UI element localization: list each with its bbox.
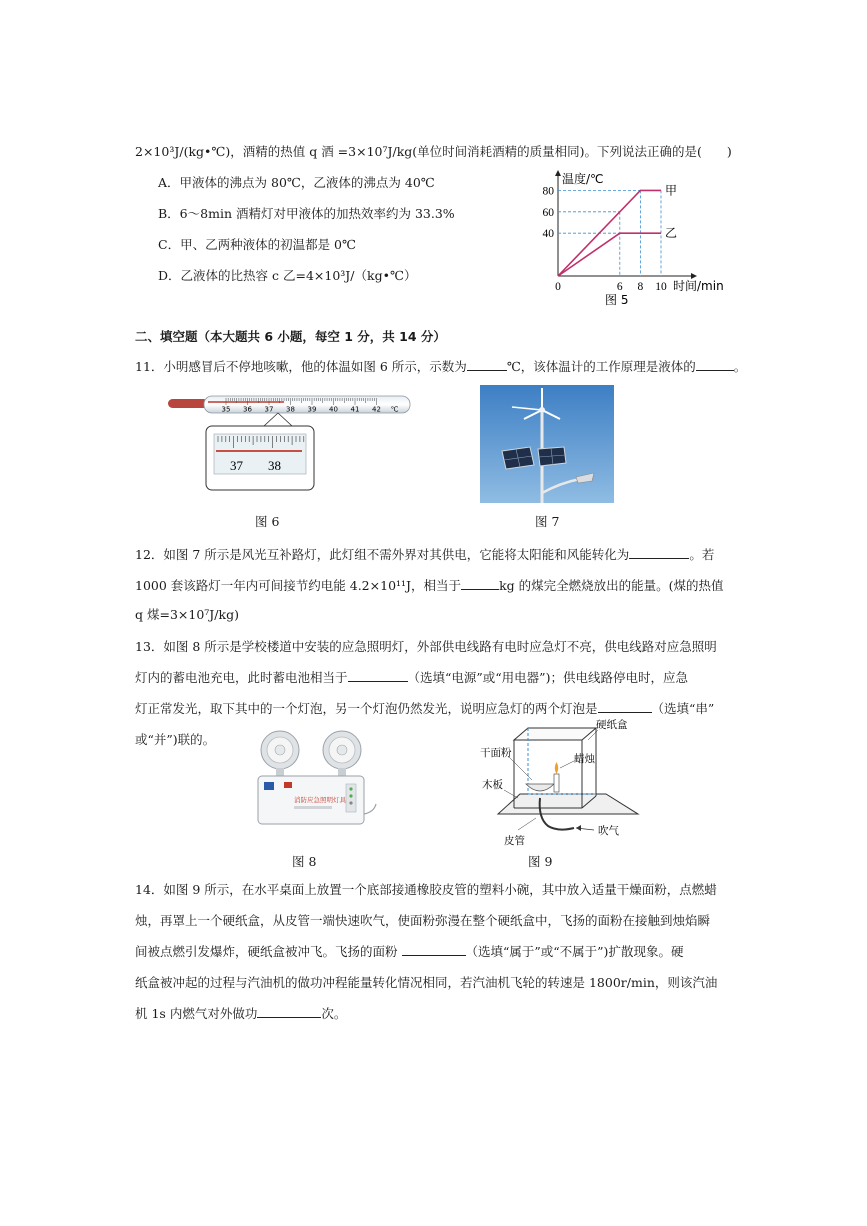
label-board: 木板 [482, 779, 503, 791]
q11-part2: ℃，该体温计的工作原理是液体的 [506, 359, 696, 374]
scale-label: 38 [286, 405, 295, 414]
q12-text-1b: 。若 [689, 547, 715, 562]
y-axis-arrow [555, 170, 561, 176]
x-axis-label: 时间/min [673, 279, 724, 293]
solar-panel-right-icon [538, 447, 566, 466]
label-box: 硬纸盒 [596, 719, 628, 731]
brand-logo [264, 782, 274, 790]
q13-line-4: 或“并”)联的。 [135, 732, 216, 747]
y-tick-label: 40 [542, 228, 554, 241]
sky-background [480, 385, 614, 503]
q11-part1: 11．小明感冒后不停地咳嗽，他的体温如图 6 所示，示数为 [135, 359, 467, 374]
q10-option-b: B．6～8min 酒精灯对甲液体的加热效率约为 33.3% [158, 206, 455, 221]
y-axis-label: 温度/℃ [562, 172, 604, 186]
q14-blank-2[interactable] [257, 1005, 321, 1018]
thermometer-bulb [168, 399, 208, 408]
figure-6-thermometer [160, 388, 420, 494]
lamp-head-right-icon [323, 731, 361, 769]
figure-8-caption: 图 8 [292, 854, 317, 869]
blow-arrow-icon [576, 825, 581, 831]
scale-label: 41 [350, 405, 360, 414]
solar-panel-left-icon [502, 447, 534, 469]
q14-line-1: 14．如图 9 所示，在水平桌面上放置一个底部接通橡胶皮管的塑料小碗，其中放入适量干燥面粉，点燃蜡 [135, 882, 717, 897]
figure-9-caption: 图 9 [528, 854, 553, 869]
q10-option-c: C．甲、乙两种液体的初温都是 0℃ [158, 237, 356, 252]
lamp-head-left-icon [261, 731, 299, 769]
scale-label: 37 [264, 405, 274, 414]
figure-5-chart [528, 168, 738, 316]
q14-text-3a: 间被点燃引发爆炸，硬纸盒被冲飞。飞扬的面粉 [135, 944, 398, 959]
device-label: 消防应急照明灯具 [294, 796, 346, 804]
q12-text-2a: 1000 套该路灯一年内可间接节约电能 4.2×10¹¹J，相当于 [135, 578, 462, 593]
q14-blank-1[interactable] [402, 943, 466, 956]
series-label: 甲 [665, 183, 678, 198]
q10-option-a: A．甲液体的沸点为 80℃，乙液体的沸点为 40℃ [158, 175, 435, 190]
q12-line-3: q 煤=3×10⁷J/kg) [135, 607, 239, 622]
figure-6-caption: 图 6 [255, 514, 280, 529]
zoom-label-37: 37 [230, 458, 243, 473]
zoom-pointer [264, 413, 292, 426]
q14-line-4: 纸盒被冲起的过程与汽油机的做功冲程能量转化情况相同，若汽油机飞轮的转速是 1800r/min，则该汽油 [135, 975, 718, 990]
small-bowl [526, 784, 554, 791]
power-cord [364, 804, 376, 814]
q13-blank-1[interactable] [348, 669, 408, 682]
candle-icon [554, 774, 559, 792]
q14-text-5b: 次。 [321, 1006, 347, 1021]
q13-text-3a: 灯正常发光，取下其中的一个灯泡，另一个灯泡仍然发光，说明应急灯的两个灯泡是 [135, 701, 598, 716]
q14-text-3b: （选填“属于”或“不属于”)扩散现象。硬 [465, 944, 684, 959]
label-powder: 干面粉 [480, 747, 512, 759]
series-line-yi [558, 233, 661, 276]
scale-label: 40 [329, 405, 338, 414]
q13-text-3b: （选填“串” [651, 701, 715, 716]
q12-line-1 [135, 545, 714, 563]
figure-8-emergency-light [250, 728, 380, 830]
label-tube: 皮管 [504, 835, 525, 847]
scale-label: ℃ [390, 405, 399, 414]
q12-blank-2[interactable] [461, 577, 499, 590]
label-blow: 吹气 [598, 825, 619, 837]
q13-line-3 [135, 699, 714, 717]
figure-7-caption: 图 7 [535, 514, 560, 529]
warning-mark-icon [284, 782, 292, 788]
scale-label: 35 [221, 405, 231, 414]
q13-text-2b: （选填“电源”或“用电器”)；供电线路停电时，应急 [407, 670, 688, 685]
q10-stem: 2×10³J/(kg•℃)，酒精的热值 q 酒 =3×10⁷J/kg(单位时间消耗酒精的质量相同)。下列说法正确的是( ) [135, 144, 732, 159]
chart-plot-area [543, 170, 724, 307]
q12-text-1a: 12．如图 7 所示是风光互补路灯，此灯组不需外界对其供电，它能将太阳能和风能转化为 [135, 547, 630, 562]
scale-label: 39 [307, 405, 317, 414]
scale-label: 36 [243, 405, 252, 414]
label-candle: 蜡烛 [574, 753, 595, 765]
chart-caption: 图 5 [605, 293, 629, 307]
q14-text-5a: 机 1s 内燃气对外做功 [135, 1006, 258, 1021]
q12-text-2b: kg 的煤完全燃烧放出的能量。(煤的热值 [499, 578, 724, 593]
x-tick-label: 0 [555, 281, 561, 293]
q11-part3: 。 [733, 359, 747, 374]
y-tick-label: 80 [542, 185, 554, 198]
y-tick-label: 60 [542, 206, 554, 219]
flame-icon [555, 762, 559, 774]
figure-7-photo [480, 385, 614, 503]
x-tick-label: 6 [616, 281, 623, 293]
x-tick-label: 10 [655, 281, 667, 293]
q14-line-3 [135, 942, 683, 960]
figure-9-experiment [478, 718, 646, 848]
q13-blank-2[interactable] [598, 700, 652, 713]
wooden-board [498, 794, 638, 814]
x-tick-label: 8 [637, 281, 644, 293]
section-title: 二、填空题（本大题共 6 小题，每空 1 分，共 14 分） [135, 329, 446, 344]
zoom-label-38: 38 [268, 458, 281, 473]
q12-line-2 [135, 576, 724, 594]
q13-line-1: 13．如图 8 所示是学校楼道中安装的应急照明灯，外部供电线路有电时应急灯不亮，供电线路对应急照明 [135, 639, 717, 654]
q10-option-d: D．乙液体的比热容 c 乙=4×10³J/（kg•℃） [158, 268, 417, 283]
q11-blank-1[interactable] [467, 358, 507, 371]
q14-line-5 [135, 1004, 346, 1022]
series-label: 乙 [665, 226, 678, 241]
q13-text-2a: 灯内的蓄电池充电，此时蓄电池相当于 [135, 670, 348, 685]
q13-line-2 [135, 668, 688, 686]
scale-label: 42 [372, 405, 381, 414]
q12-blank-1[interactable] [629, 546, 689, 559]
q11-text [135, 357, 746, 375]
q14-line-2: 烛，再罩上一个硬纸盒，从皮管一端快速吹气，使面粉弥漫在整个硬纸盒中，飞扬的面粉在接触到烛焰瞬 [135, 913, 711, 928]
q11-blank-2[interactable] [696, 358, 734, 371]
